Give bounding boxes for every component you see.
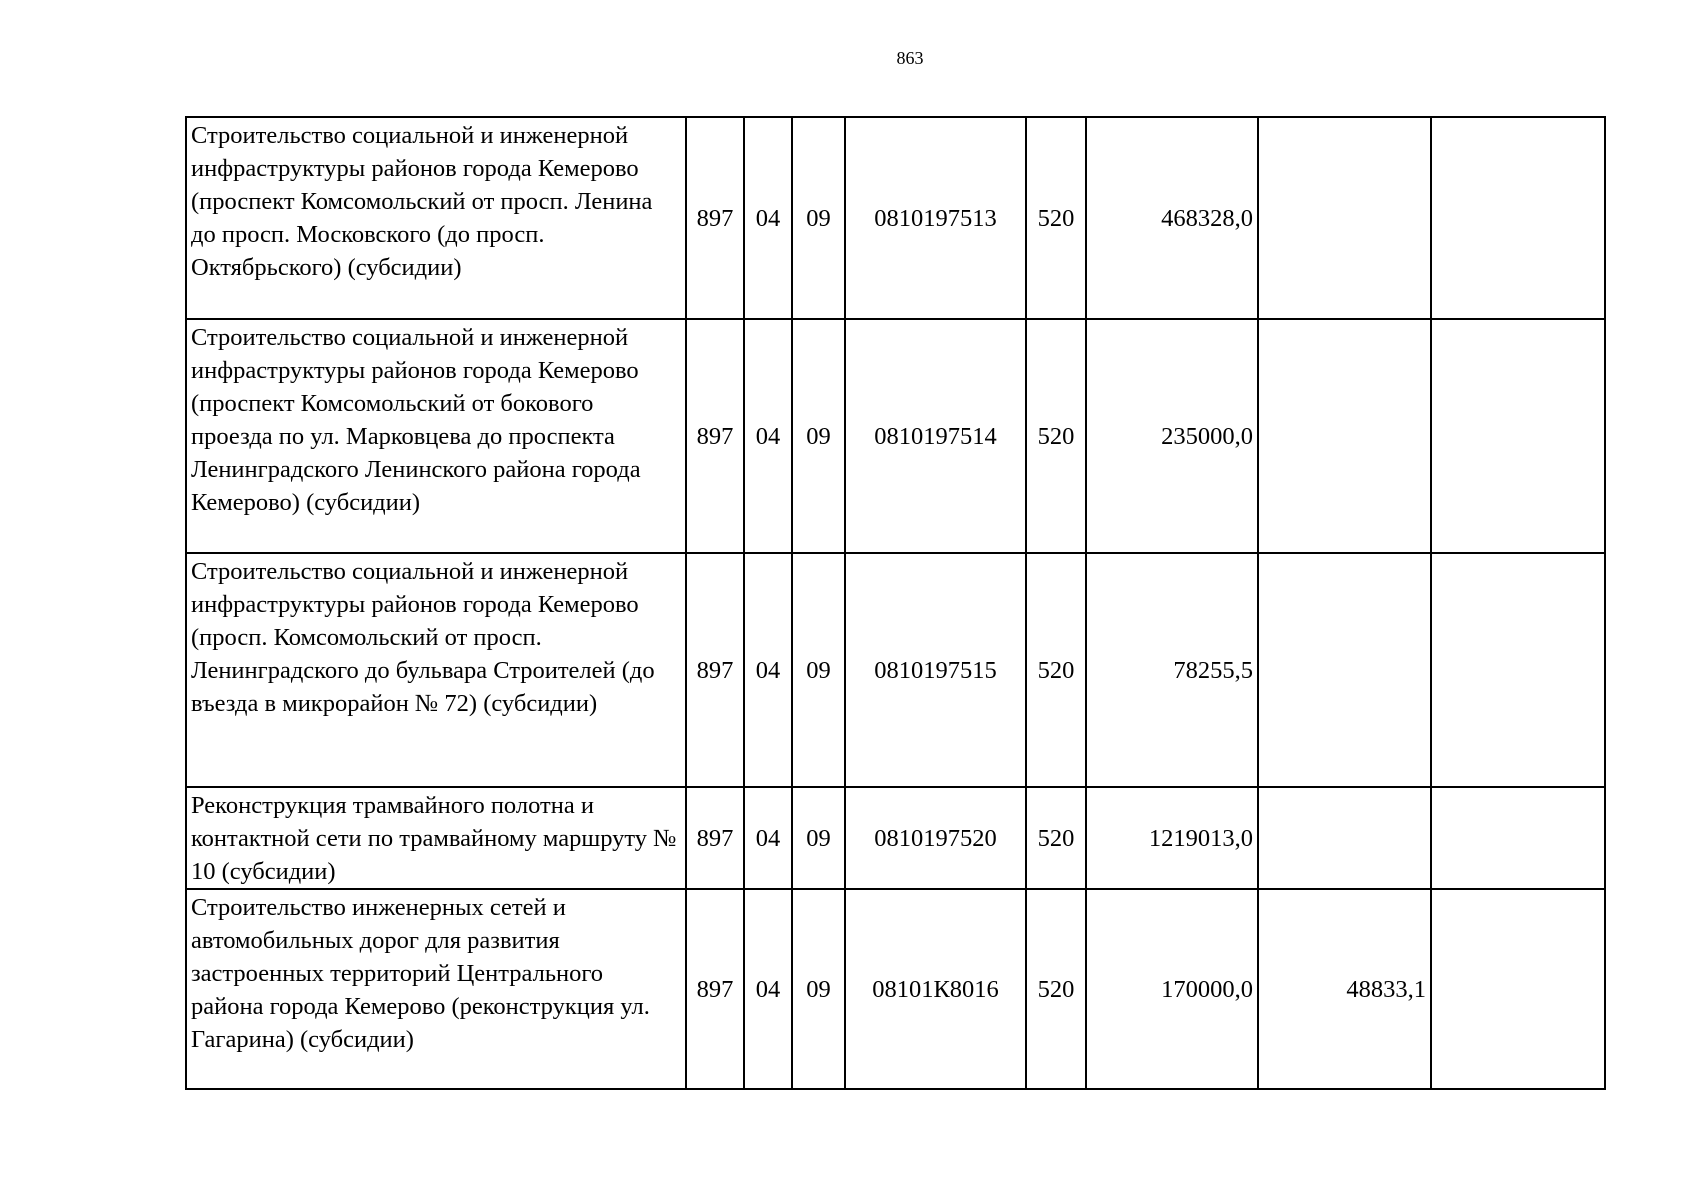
glav-code: 897 <box>686 787 744 889</box>
subsection-code: 09 <box>792 787 845 889</box>
table-row <box>186 553 1605 787</box>
amount-cell-2 <box>1258 319 1431 553</box>
amount-cell: 235000,0 <box>1086 319 1258 553</box>
amount-cell-2 <box>1258 787 1431 889</box>
table-row <box>186 889 1605 1089</box>
row-description: Строительство социальной и инженерной инфраструктуры районов города Кемерово (просп. Комсомольский от просп. Ленинградского до бульвара Строителей (до въезда в микрорайон № 72) (субсидии) <box>186 553 686 787</box>
amount-cell-3 <box>1431 889 1605 1089</box>
amount-cell-2 <box>1258 553 1431 787</box>
expense-type-code: 520 <box>1026 117 1086 319</box>
amount-cell-3 <box>1431 787 1605 889</box>
row-description: Строительство социальной и инженерной инфраструктуры районов города Кемерово (проспект Комсомольский от бокового проезда по ул. Марковцева до проспекта Ленинградского Ленинского района города Кемерово) (субсидии) <box>186 319 686 553</box>
amount-cell-3 <box>1431 117 1605 319</box>
section-code: 04 <box>744 553 792 787</box>
row-description: Реконструкция трамвайного полотна и контактной сети по трамвайному маршруту № 10 (субсидии) <box>186 787 686 889</box>
subsection-code: 09 <box>792 117 845 319</box>
target-article-code: 08101К8016 <box>845 889 1026 1089</box>
row-description: Строительство инженерных сетей и автомобильных дорог для развития застроенных территорий Центрального района города Кемерово (реконструкция ул. Гагарина) (субсидии) <box>186 889 686 1089</box>
amount-cell: 170000,0 <box>1086 889 1258 1089</box>
amount-cell: 468328,0 <box>1086 117 1258 319</box>
section-code: 04 <box>744 117 792 319</box>
target-article-code: 0810197514 <box>845 319 1026 553</box>
amount-cell: 78255,5 <box>1086 553 1258 787</box>
table-row <box>186 117 1605 319</box>
glav-code: 897 <box>686 117 744 319</box>
subsection-code: 09 <box>792 553 845 787</box>
page-number: 863 <box>896 48 924 68</box>
row-description: Строительство социальной и инженерной инфраструктуры районов города Кемерово (проспект Комсомольский от просп. Ленина до просп. Московского (до просп. Октябрьского) (субсидии) <box>186 117 686 319</box>
glav-code: 897 <box>686 889 744 1089</box>
glav-code: 897 <box>686 553 744 787</box>
expense-type-code: 520 <box>1026 787 1086 889</box>
target-article-code: 0810197515 <box>845 553 1026 787</box>
amount-cell-3 <box>1431 319 1605 553</box>
budget-table <box>185 116 1606 1090</box>
section-code: 04 <box>744 787 792 889</box>
amount-cell-2: 48833,1 <box>1258 889 1431 1089</box>
amount-cell: 1219013,0 <box>1086 787 1258 889</box>
amount-cell-3 <box>1431 553 1605 787</box>
expense-type-code: 520 <box>1026 553 1086 787</box>
section-code: 04 <box>744 319 792 553</box>
target-article-code: 0810197520 <box>845 787 1026 889</box>
expense-type-code: 520 <box>1026 319 1086 553</box>
subsection-code: 09 <box>792 889 845 1089</box>
expense-type-code: 520 <box>1026 889 1086 1089</box>
target-article-code: 0810197513 <box>845 117 1026 319</box>
glav-code: 897 <box>686 319 744 553</box>
amount-cell-2 <box>1258 117 1431 319</box>
subsection-code: 09 <box>792 319 845 553</box>
section-code: 04 <box>744 889 792 1089</box>
table-row <box>186 787 1605 889</box>
table-row <box>186 319 1605 553</box>
